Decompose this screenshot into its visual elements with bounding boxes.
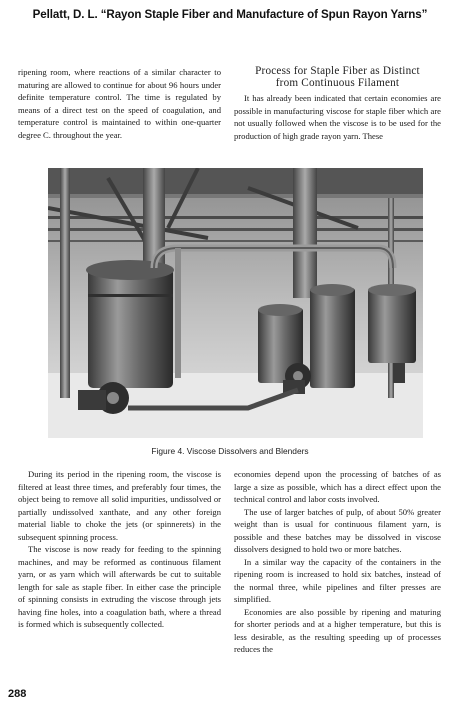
body-paragraph: During its period in the ripening room, the viscose is filtered at least three times, and preferably four times, the object being to remove all solid impurities, undissolved or partially undissolved xanthate, and any other foreign material liable to choke the jets (or spinnerets) in the subsequent spinning process. (18, 469, 221, 542)
figure-photo (48, 168, 423, 438)
body-paragraph: economies depend upon the processing of batches of as large a size as possible, which has a direct effect upon the technical control and labor costs involved. (234, 469, 441, 504)
section-heading (234, 65, 441, 89)
top-left-column (18, 66, 221, 141)
body-paragraph: In a similar way the capacity of the containers in the ripening room is increased to hold six batches, instead of the normal three, while pipelines and filter presses are simplified. (234, 556, 441, 604)
lower-right-column (234, 468, 441, 656)
continued-paragraph: ripening room, where reactions of a similar character to maturing are allowed to continue for about 96 hours under definite temperature control. The time is regulated by means of a direct test on the speed of coagulation, and temperature control is maintained to within one-quarter degree C. throughout the year. (18, 67, 221, 140)
lower-left-column (18, 468, 221, 631)
section-heading-line-1: Process for Staple Fiber as Distinct (255, 65, 420, 77)
viscose-dissolvers-photo (48, 168, 423, 438)
section-paragraph: It has already been indicated that certain economies are possible in manufacturing viscose for staple fiber which are not usually followed when the viscose is to be used for the production of high grade rayon yarn. These (234, 93, 441, 141)
body-paragraph: The viscose is now ready for feeding to the spinning machines, and may be reformed as continuous filament yarn, or as yarn which will afterwards be cut to suitable length for sale as staple fiber. In either case the principle of spinning consists in extruding the viscose through jets having fine holes, into a coagulation bath, where a thread is formed which is subsequently collected. (18, 544, 221, 629)
top-right-column (234, 65, 441, 142)
running-head: Pellatt, D. L. “Rayon Staple Fiber and Manufacture of Spun Rayon Yarns” (32, 8, 428, 21)
body-paragraph: The use of larger batches of pulp, of about 50% greater weight than is usual for continuous filament yarn, is possible and these batches may be dissolved in viscose dissolvers designed to hold two or more batches. (234, 506, 441, 554)
figure-caption: Figure 4. Viscose Dissolvers and Blenders (151, 446, 309, 456)
page-number: 288 (8, 688, 27, 700)
body-paragraph: Economies are also possible by ripening and maturing for shorter periods and at a higher temperature, but this is less desirable, as the resulting speeding up of processes reduces the (234, 606, 441, 654)
section-heading-line-2: from Continuous Filament (275, 77, 400, 90)
